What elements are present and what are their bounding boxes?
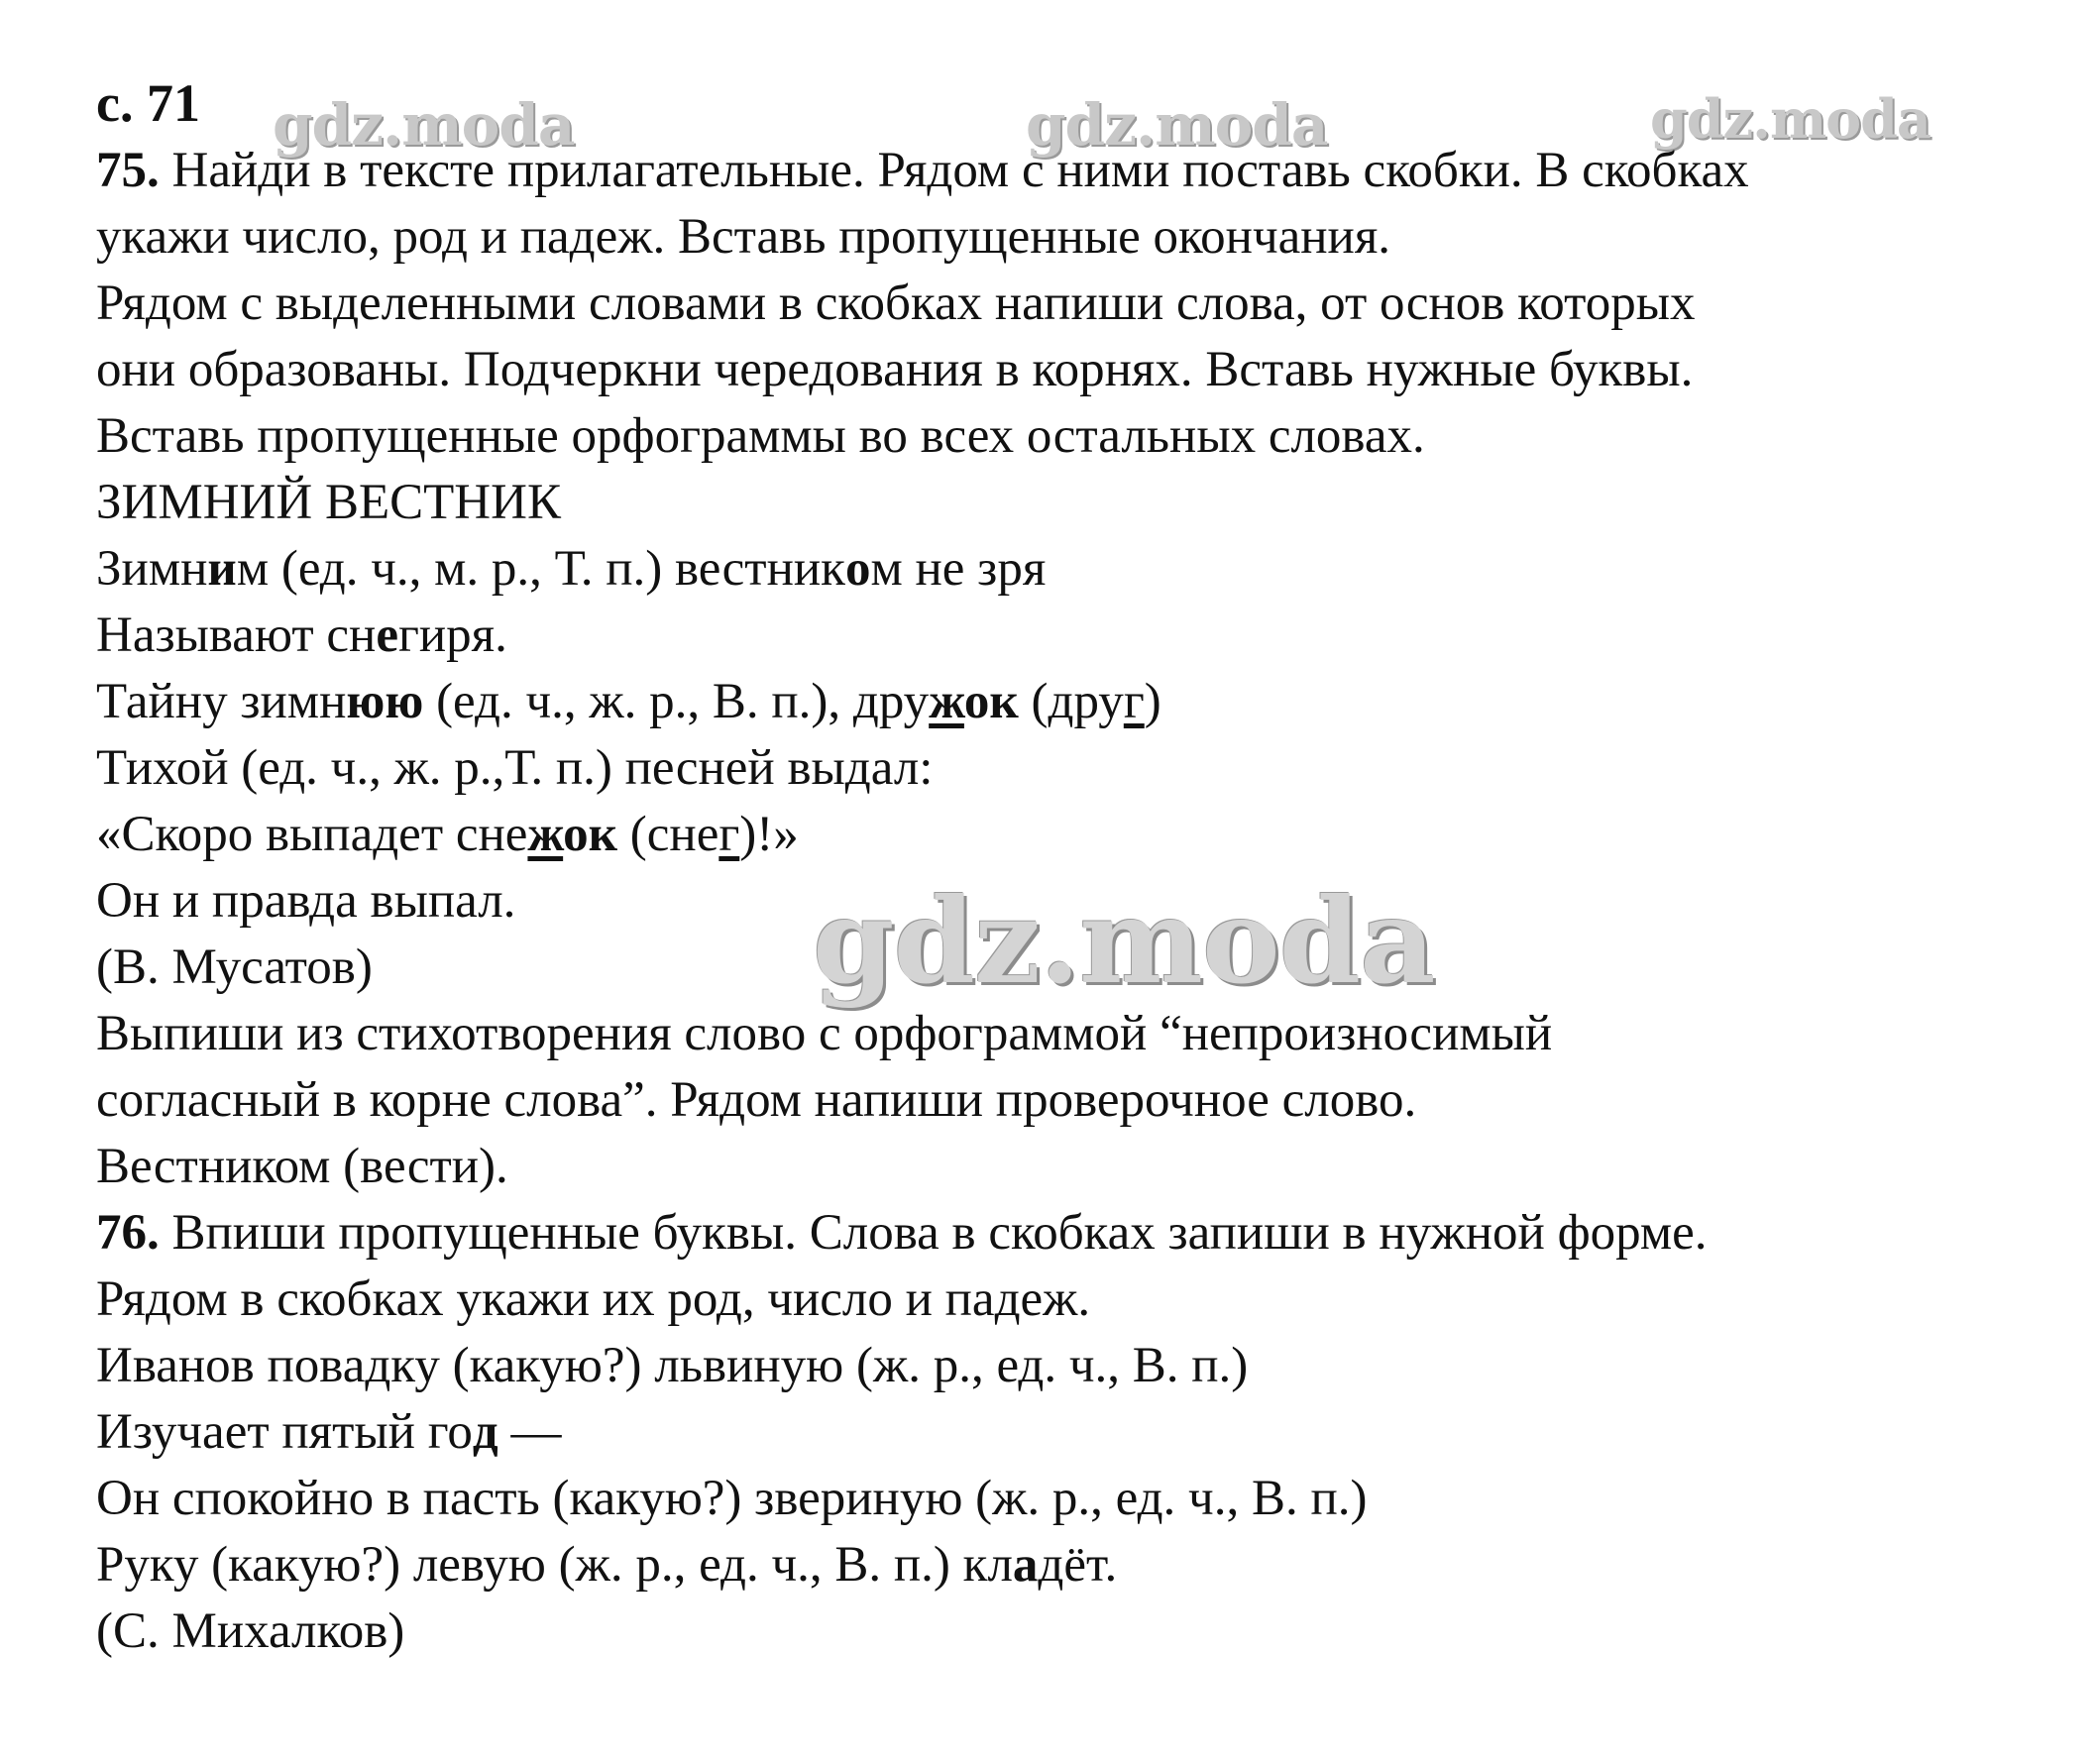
exercise-number: 75. bbox=[96, 143, 160, 198]
poem-author: (В. Мусатов) bbox=[96, 939, 373, 995]
watermark: gdz.moda bbox=[273, 91, 575, 159]
page-number: с. 71 bbox=[96, 73, 200, 133]
ex76-task-line: 76. Впиши пропущенные буквы. Слова в скобках запиши в нужной форме. bbox=[96, 1205, 1708, 1261]
watermark: gdz.moda bbox=[1650, 87, 1931, 151]
poem-line: Изучает пятый год — bbox=[96, 1404, 562, 1460]
poem-line: Иванов повадку (какую?) львиную (ж. р., ед. ч., В. п.) bbox=[96, 1338, 1249, 1393]
watermark: gdz.moda bbox=[1026, 91, 1328, 159]
poem-line: Зимним (ед. ч., м. р., Т. п.) вестником не зря bbox=[96, 541, 1047, 597]
watermark-large: gdz.moda bbox=[813, 872, 1435, 1010]
ex75-task-line: укажи число, род и падеж. Вставь пропущенные окончания. bbox=[96, 209, 1391, 265]
ex75-task-line: они образованы. Подчеркни чередования в корнях. Вставь нужные буквы. bbox=[96, 342, 1694, 397]
poem-title: ЗИМНИЙ ВЕСТНИК bbox=[96, 475, 561, 530]
poem-line: «Скоро выпадет снежок (снег)!» bbox=[96, 807, 799, 862]
ex75-task-line: Рядом с выделенными словами в скобках напиши слова, от основ которых bbox=[96, 276, 1696, 331]
ex75-question-line: Выпиши из стихотворения слово с орфограммой “непроизносимый bbox=[96, 1006, 1553, 1061]
ex75-answer: Вестником (вести). bbox=[96, 1139, 508, 1194]
ex76-task-line: Рядом в скобках укажи их род, число и падеж. bbox=[96, 1271, 1091, 1327]
ex75-question-line: согласный в корне слова”. Рядом напиши проверочное слово. bbox=[96, 1072, 1417, 1128]
poem-line: Он и правда выпал. bbox=[96, 873, 516, 929]
poem-line: Тайну зимнюю (ед. ч., ж. р., В. п.), дружок (друг) bbox=[96, 674, 1161, 729]
poem-author: (С. Михалков) bbox=[96, 1603, 405, 1659]
poem-line: Руку (какую?) левую (ж. р., ед. ч., В. п.) кладёт. bbox=[96, 1537, 1118, 1593]
exercise-number: 76. bbox=[96, 1205, 160, 1261]
poem-line: Он спокойно в пасть (какую?) звериную (ж. р., ед. ч., В. п.) bbox=[96, 1471, 1368, 1526]
poem-line: Тихой (ед. ч., ж. р.,Т. п.) песней выдал: bbox=[96, 740, 934, 796]
ex75-task-line: Вставь пропущенные орфограммы во всех остальных словах. bbox=[96, 408, 1425, 464]
poem-line: Называют снегиря. bbox=[96, 607, 507, 663]
ex75-task-line: 75. Найди в тексте прилагательные. Рядом с ними поставь скобки. В скобках bbox=[96, 143, 1749, 198]
